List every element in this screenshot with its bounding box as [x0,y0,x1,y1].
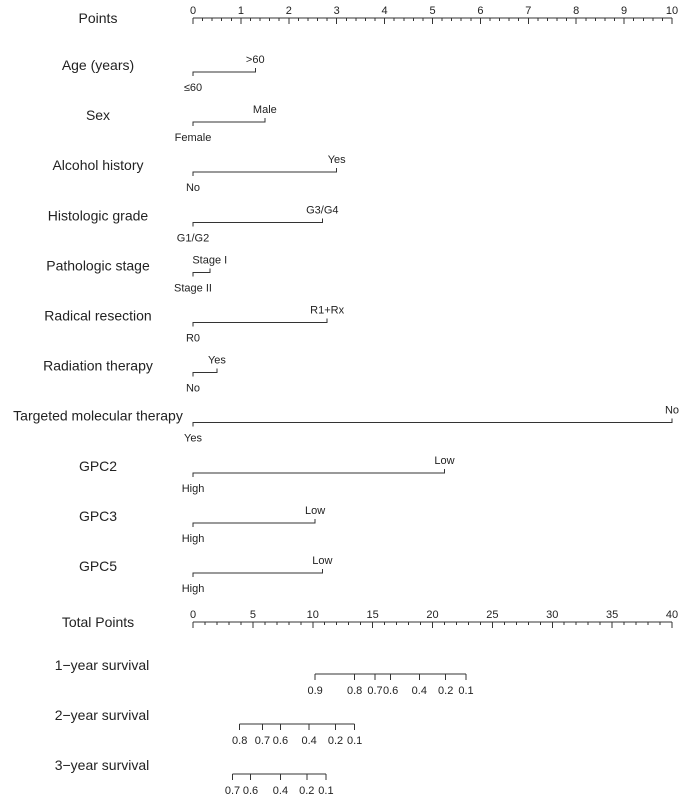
total-points-scale-tick-label: 25 [486,609,499,621]
variable-row [44,305,344,345]
points-scale-label: Points [78,10,118,26]
variable-label: Radiation therapy [43,357,153,374]
points-scale-tick-label: 7 [525,5,532,17]
survival-scales [55,657,474,797]
variable-bracket [193,419,672,427]
level-label: Low [305,504,326,517]
level-label-reference: No [185,382,201,395]
survival-scale-label: 2−year survival [54,707,150,723]
survival-tick-label: 0.7 [367,685,383,697]
points-scale-tick-label: 3 [333,5,340,17]
survival-tick-label: 0.2 [299,785,315,797]
level-label: R1+Rx [310,304,345,317]
level-label: Low [312,555,333,567]
variable-bracket [193,319,327,327]
total-points-scale-tick-label: 40 [665,609,679,621]
total-points-scale-tick-label: 15 [366,609,379,621]
survival-scale [55,707,363,747]
survival-tick-label: 0.1 [458,685,474,697]
survival-tick-label: 0.4 [272,785,289,797]
total-points-scale-tick-label: 0 [189,609,197,621]
survival-tick-label: 0.4 [411,685,427,697]
survival-tick-label: 0.9 [307,685,323,697]
variable-label: Targeted molecular therapy [13,407,183,424]
points-scale-tick-label: 6 [477,5,484,17]
level-label-reference: High [181,482,205,495]
variable-label: Histologic grade [47,207,149,224]
level-label-reference: No [185,182,201,195]
points-scale-tick-label: 5 [429,5,436,17]
total-points-scale-tick-label: 35 [606,609,619,621]
variable-label: GPC5 [78,558,118,574]
variable-label: GPC3 [78,507,118,524]
variable-label: Age (years) [61,57,135,73]
variable-bracket [193,369,217,377]
level-label-reference: Female [174,132,212,145]
variable-label: Radical resection [44,307,152,324]
points-scale-tick-label: 8 [573,5,580,17]
variable-bracket [193,168,337,176]
variable-label: Pathologic stage [46,257,150,274]
variable-row [52,154,346,194]
total-points-scale-tick-label: 20 [426,609,439,621]
level-label-reference: G1/G2 [176,232,210,245]
variable-row [43,355,226,395]
variable-bracket [193,218,322,226]
variable-bracket [193,268,210,276]
points-scale-tick-label: 2 [285,5,292,17]
survival-tick-label: 0.2 [327,735,344,747]
points-scale-tick-label: 10 [665,5,679,17]
level-label-reference: R0 [185,332,201,345]
variable-row [13,405,679,445]
variable-row [79,505,325,545]
level-label: >60 [245,54,265,66]
variable-label: Sex [85,107,111,124]
total-points-scale-label: Total Points [61,614,135,630]
level-label-reference: High [181,583,205,595]
survival-tick-label: 0.1 [318,785,334,797]
total-points-scale-tick-label: 10 [306,609,319,621]
level-label: Male [252,104,277,117]
survival-tick-label: 0.2 [438,685,454,697]
variable-row [62,54,265,94]
variables [13,54,679,595]
level-label-reference: Stage II [174,282,212,295]
variable-bracket [193,118,265,126]
variable-label: Alcohol history [52,157,144,174]
level-label: G3/G4 [306,204,339,217]
level-label-reference: ≤60 [183,82,203,94]
level-label: Yes [327,154,346,167]
points-scale-tick-label: 9 [621,5,628,17]
points-scale-tick-label: 1 [237,5,244,17]
survival-tick-label: 0.6 [272,735,289,747]
points-scale-tick-label: 0 [189,5,197,17]
survival-scale [55,757,334,797]
survival-scale [55,657,474,697]
points-scale-tick-label: 4 [381,5,388,17]
total-points-scale-tick-label: 30 [546,609,559,621]
variable-row [79,555,333,595]
variable-row [86,104,277,144]
variable-bracket [193,469,444,477]
level-label: Stage I [192,254,228,267]
level-label: No [664,404,680,417]
survival-tick-label: 0.1 [347,735,363,747]
survival-scale-label: 3−year survival [54,757,150,773]
survival-tick-label: 0.8 [232,735,248,747]
survival-tick-label: 0.7 [254,735,271,747]
level-label-reference: High [181,532,205,545]
level-label: Low [434,454,455,467]
level-label-reference: Yes [184,432,202,445]
level-label: Yes [207,354,226,367]
variable-row [48,204,339,244]
survival-scale-label: 1−year survival [54,657,150,673]
survival-tick-label: 0.7 [224,785,241,797]
total-points-scale-tick-label: 5 [249,609,256,621]
points-scale [79,5,679,26]
survival-tick-label: 0.6 [242,785,259,797]
variable-row [46,254,227,294]
survival-tick-label: 0.8 [347,685,363,697]
survival-tick-label: 0.6 [382,685,399,697]
variable-label: GPC2 [78,457,118,474]
variable-row [79,455,455,495]
variable-bracket [193,68,255,76]
survival-tick-label: 0.4 [301,735,317,747]
total-points-scale [62,609,678,630]
variable-bracket [193,569,322,577]
variable-bracket [193,519,315,527]
